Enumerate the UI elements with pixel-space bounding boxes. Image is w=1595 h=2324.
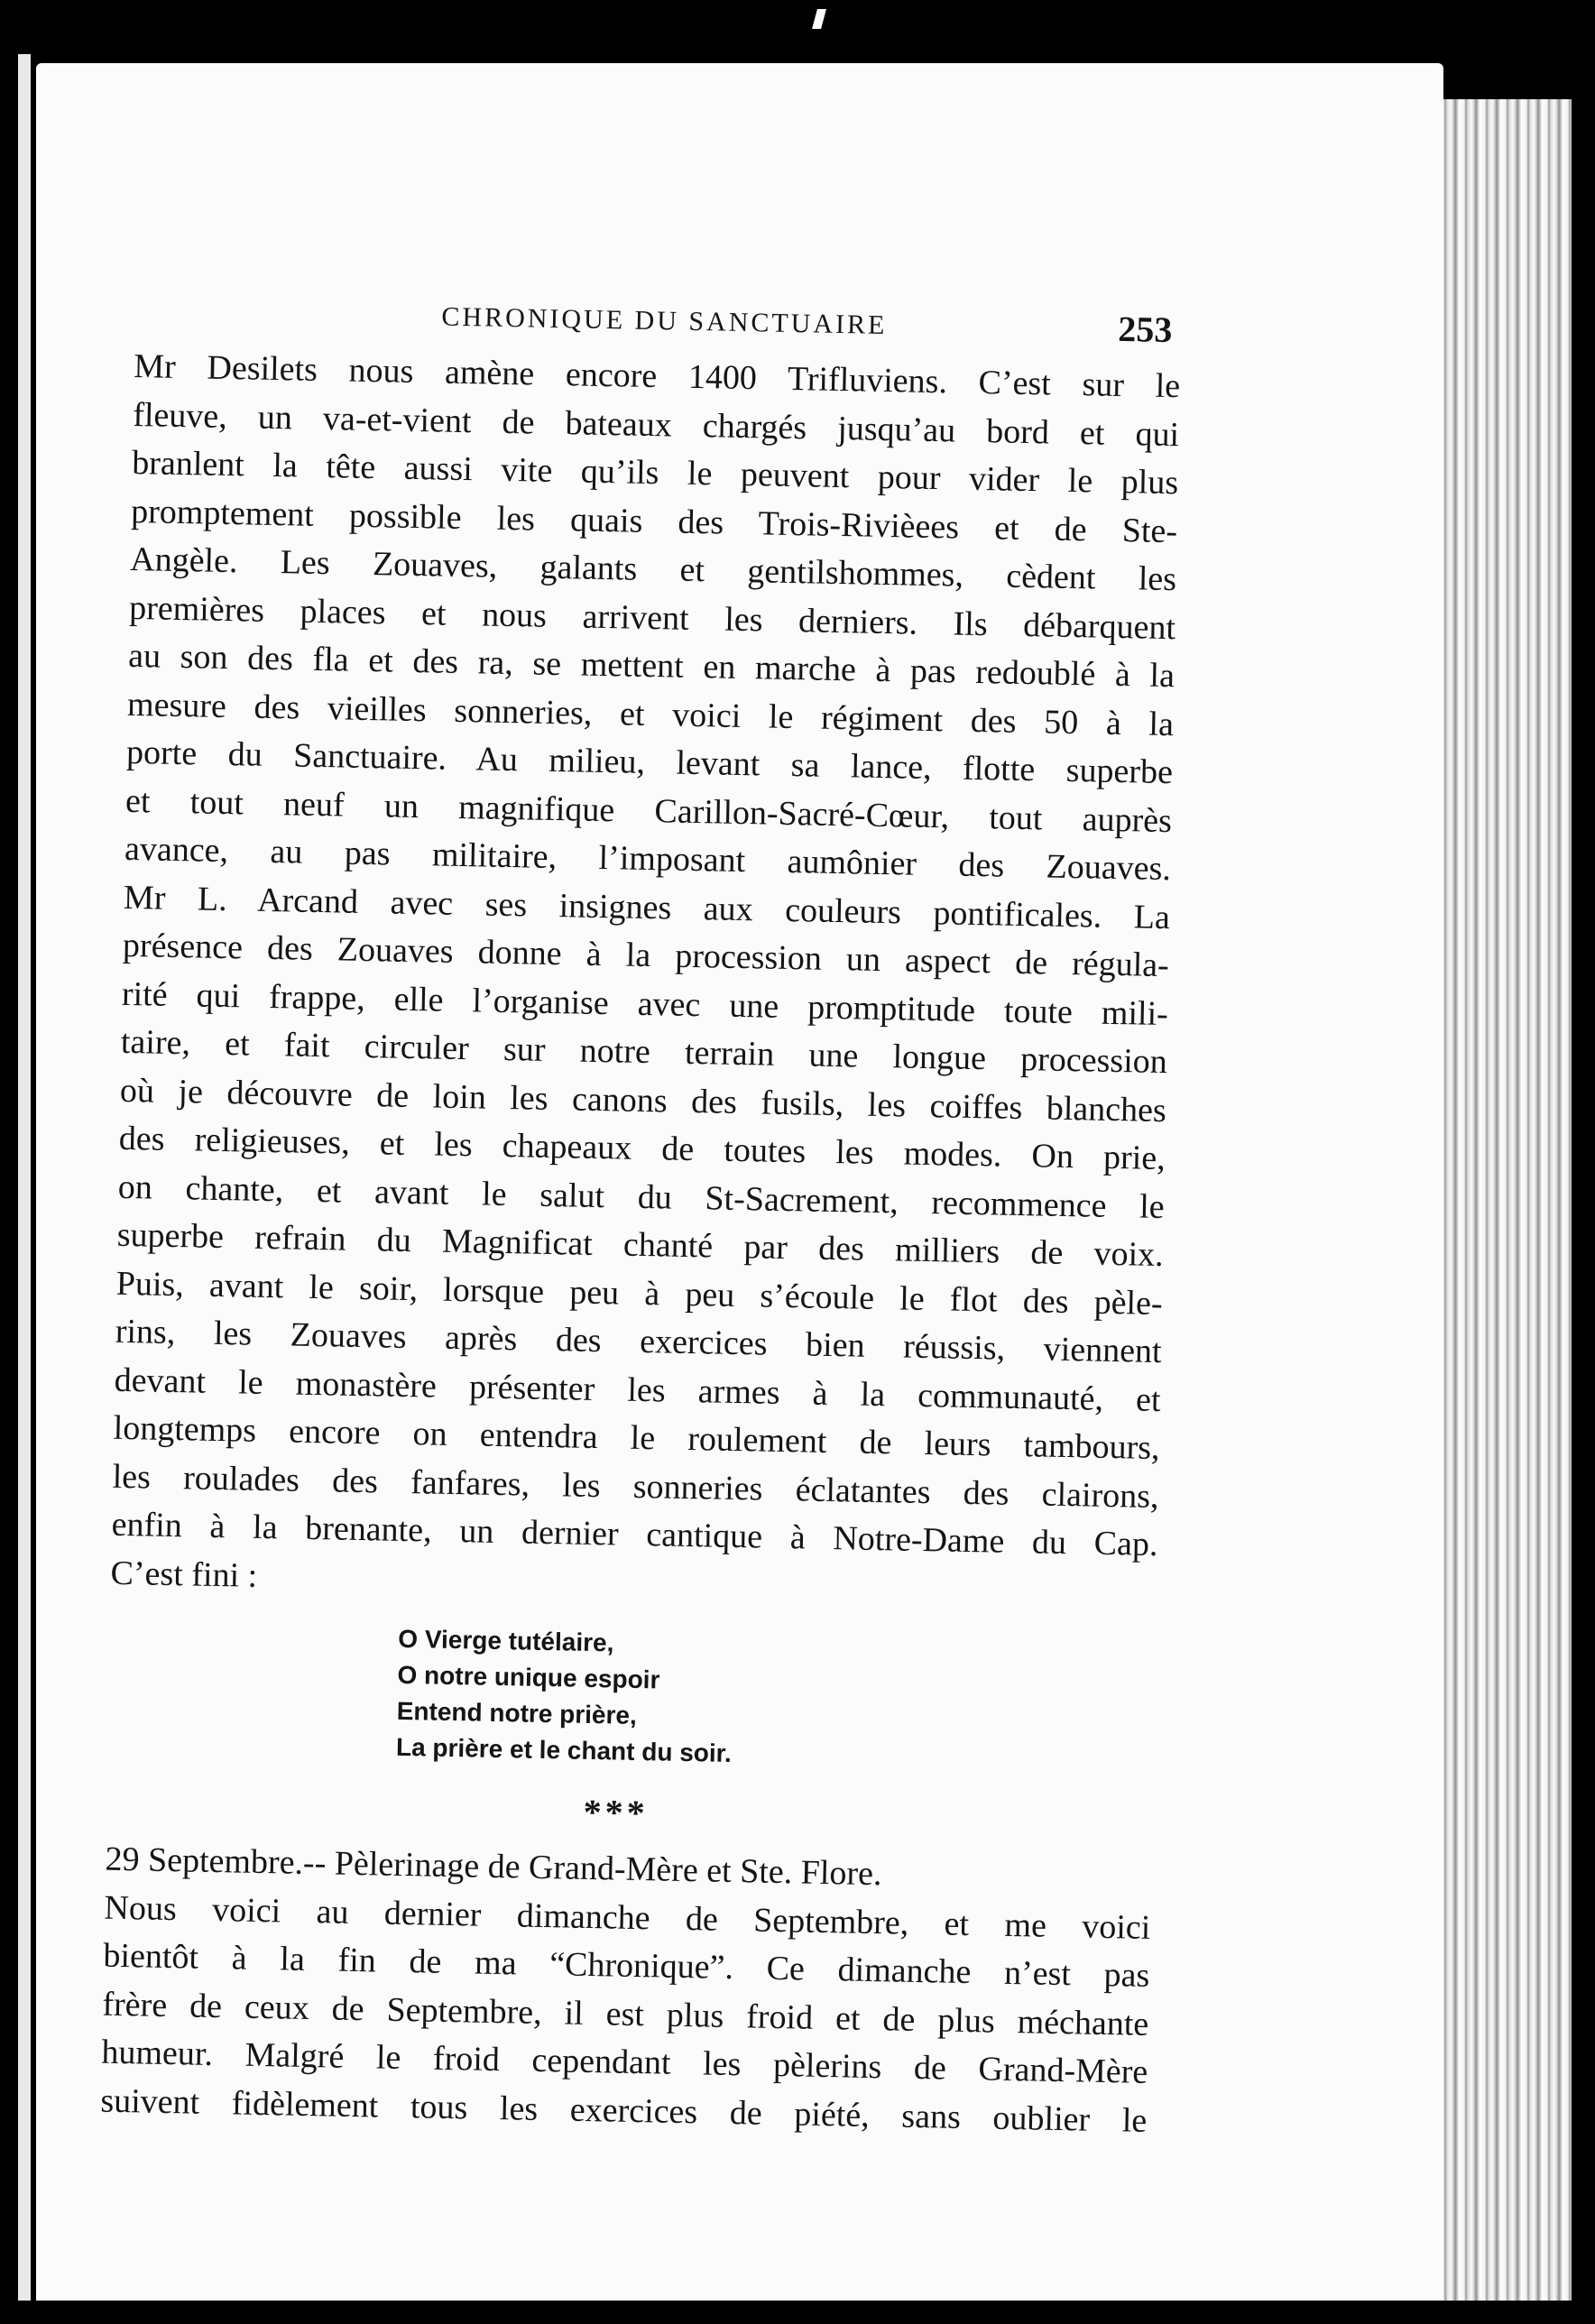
body-line: rité qui frappe, elle l’organise avec une promptitude toute mili- [121, 974, 1169, 1033]
body-line: on chante, et avant le salut du St-Sacrement, recommence le [117, 1167, 1166, 1226]
running-title: CHRONIQUE DU SANCTUAIRE [441, 301, 888, 341]
body-line: des religieuses, et les chapeaux de toutes les modes. On prie, [118, 1119, 1166, 1178]
body-line: et tout neuf un magnifique Carillon-Sacré-Cœur, tout auprès [124, 781, 1173, 840]
body-line: superbe refrain du Magnificat chanté par des milliers de voix. [116, 1215, 1165, 1275]
section-line: bientôt à la fin de ma “Chronique”. Ce dimanche n’est pas [103, 1936, 1150, 1995]
page-text [100, 289, 1182, 2145]
body-line: premières places et nous arrivent les derniers. Ils débarquent [128, 588, 1176, 647]
body-line: Mr Desilets nous amène encore 1400 Trifluviens. C’est sur le [133, 346, 1181, 406]
body-line: avance, au pas militaire, l’imposant aumônier des Zouaves. [124, 829, 1172, 889]
body-line: promptement possible les quais des Trois-Rivièees et de Ste- [130, 492, 1178, 550]
body-line: Angèle. Les Zouaves, galants et gentilshommes, cèdent les [129, 540, 1177, 599]
section-line: suivent fidèlement tous les exercices de piété, sans oublier le [100, 2081, 1148, 2140]
body-line: où je découvre de loin les canons des fusils, les coiffes blanches [119, 1071, 1167, 1130]
body-line: Puis, avant le soir, lorsque peu à peu s’écoule le flot des pèle- [115, 1264, 1164, 1323]
body-line: rins, les Zouaves après des exercices bien réussis, viennent [115, 1312, 1162, 1371]
scan-mark [812, 9, 826, 29]
section-line: frère de ceux de Septembre, il est plus froid et de plus méchante [102, 1985, 1149, 2043]
body-line: Mr L. Arcand avec ses insignes aux couleurs pontificales. La [123, 878, 1171, 936]
verse-line: O notre unique espoir [397, 1660, 660, 1694]
body-line: mesure des vieilles sonneries, et voici le régiment des 50 à la [126, 685, 1175, 743]
body-line: porte du Sanctuaire. Au milieu, levant sa lance, flotte superbe [125, 733, 1174, 792]
body-line: taire, et fait circuler sur notre terrain une longue procession [120, 1022, 1168, 1082]
verse-line: La prière et le chant du soir. [395, 1732, 733, 1767]
section-paragraph [100, 1884, 1151, 2145]
body-line: présence des Zouaves donne à la procession un aspect de régula- [122, 926, 1170, 985]
verse-block [396, 1621, 1157, 1780]
facing-page-edge [18, 54, 31, 2301]
body-line: enfin à la brenante, un dernier cantique à Notre-Dame du Cap. [111, 1505, 1158, 1564]
body-line: au son des fla et des ra, se mettent en marche à pas redoublé à la [127, 636, 1176, 696]
verse-line: Entend notre prière, [396, 1696, 638, 1729]
body-line: devant le monastère présenter les armes à la communauté, et [114, 1360, 1161, 1419]
section-heading: 29 Septembre.-- Pèlerinage de Grand-Mère et Ste. Flore. [105, 1840, 882, 1894]
body-line: les roulades des fanfares, les sonneries éclatantes des clairons, [112, 1457, 1159, 1516]
asterism: *** [583, 1791, 650, 1834]
section-line: humeur. Malgré le froid cependant les pèlerins de Grand-Mère [101, 2033, 1148, 2091]
body-line: longtemps encore on entendra le roulement de leurs tambours, [113, 1408, 1160, 1468]
body-line: fleuve, un va-et-vient de bateaux chargés jusqu’au bord et qui [132, 395, 1180, 454]
page-number: 253 [1117, 308, 1173, 351]
verse-line: O Vierge tutélaire, [398, 1624, 614, 1657]
body-line: C’est fini : [110, 1554, 258, 1595]
body-paragraph [110, 343, 1180, 1618]
section-line: Nous voici au dernier dimanche de Septembre, et me voici [104, 1888, 1151, 1947]
body-line: branlent la tête aussi vite qu’ils le peuvent pour vider le plus [131, 443, 1179, 503]
